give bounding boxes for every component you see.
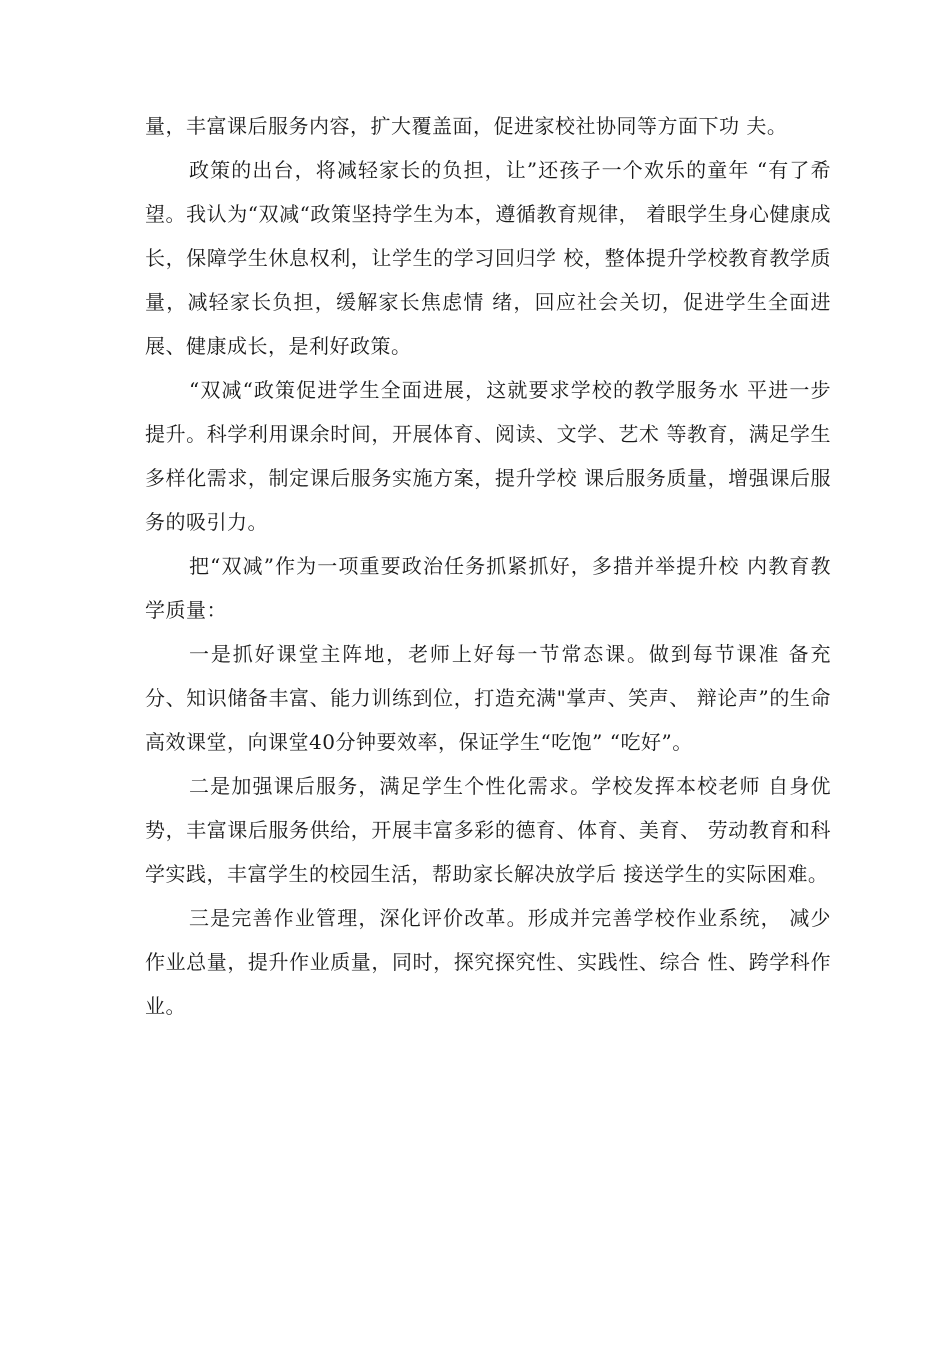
paragraph-2: 政策的出台，将减轻家长的负担，让”还孩子一个欢乐的童年 “有了希望。我认为“双减“政策坚持学生为本，遵循教育规律， 着眼学生身心健康成长，保障学生休息权利，让学生的学习回归学 校，整体提升学校教育教学质量，减轻家长负担，缓解家长焦虑情 绪，回应社会关切，促进学生全面进展、健康成长，是利好政策。 bbox=[145, 158, 831, 358]
paragraph-3: “双减“政策促进学生全面进展，这就要求学校的教学服务水 平进一步提升。科学利用课余时间，开展体育、阅读、文学、艺术 等教育，满足学生多样化需求，制定课后服务实施方案，提升学校 课后服务质量，增强课后服务的吸引力。 bbox=[145, 378, 831, 534]
paragraph-5: 一是抓好课堂主阵地，老师上好每一节常态课。做到每节课准 备充分、知识储备丰富、能力训练到位，打造充满"掌声、笑声、 辩论声”的生命高效课堂，向课堂40分钟要效率，保证学生“吃饱” “吃好”。 bbox=[145, 642, 831, 754]
paragraph-7: 三是完善作业管理，深化评价改革。形成并完善学校作业系统， 减少作业总量，提升作业质量，同时，探究探究性、实践性、综合 性、跨学科作业。 bbox=[145, 906, 831, 1018]
document-body bbox=[145, 104, 831, 1028]
paragraph-4: 把“双减”作为一项重要政治任务抓紧抓好，多措并举提升校 内教育教学质量： bbox=[145, 554, 831, 622]
paragraph-1: 量，丰富课后服务内容，扩大覆盖面，促进家校社协同等方面下功 夫。 bbox=[145, 114, 788, 138]
paragraph-6: 二是加强课后服务，满足学生个性化需求。学校发挥本校老师 自身优势，丰富课后服务供给，开展丰富多彩的德育、体育、美育、 劳动教育和科学实践，丰富学生的校园生活，帮助家长解决放学后 接送学生的实际困难。 bbox=[145, 774, 831, 886]
